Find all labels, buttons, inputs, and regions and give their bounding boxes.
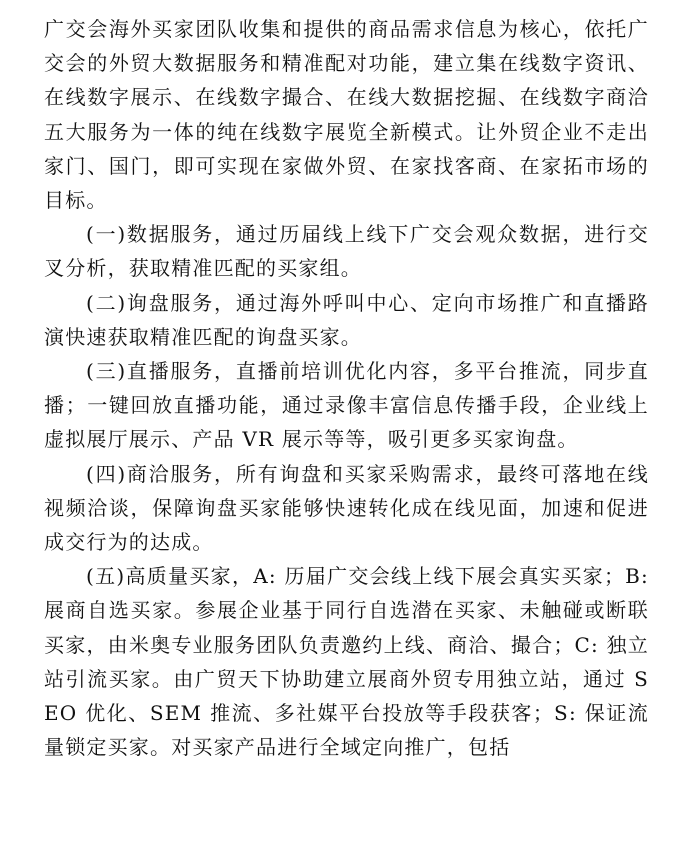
live-service-paragraph: (三)直播服务，直播前培训优化内容，多平台推流，同步直播；一键回放直播功能，通过录像丰富信息传播手段，企业线上虚拟展厅展示、产品 VR 展示等等，吸引更多买家询盘。 xyxy=(44,359,649,452)
intro-paragraph: 广交会海外买家团队收集和提供的商品需求信息为核心，依托广交会的外贸大数据服务和精准配对功能，建立集在线数字资讯、在线数字展示、在线数字撮合、在线大数据挖掘、在线数字商洽五大服务为一体的纯在线数字展览全新模式。让外贸企业不走出家门、国门，即可实现在家做外贸、在家找客商、在家拓市场的目标。 xyxy=(44,17,649,213)
inquiry-service-paragraph: (二)询盘服务，通过海外呼叫中心、定向市场推广和直播路演快速获取精准匹配的询盘买家。 xyxy=(44,290,649,349)
negotiation-service-paragraph: (四)商洽服务，所有询盘和买家采购需求，最终可落地在线视频洽谈，保障询盘买家能够快速转化成在线见面，加速和促进成交行为的达成。 xyxy=(44,461,649,555)
data-service-paragraph: (一)数据服务，通过历届线上线下广交会观众数据，进行交叉分析，获取精准匹配的买家组。 xyxy=(44,222,649,281)
quality-buyers-paragraph: (五)高质量买家，A: 历届广交会线上线下展会真实买家；B: 展商自选买家。参展企业基于同行自选潜在买家、未触碰或断联买家，由米奥专业服务团队负责邀约上线、商洽、撮合；C: 独立站引流买家。由广贸天下协助建立展商外贸专用独立站，通过 SEO 优化、SEM 推流、多社媒平台投放等手段获客；S: 保证流量锁定买家。对买家产品进行全域定向推广，包括 xyxy=(44,564,649,760)
